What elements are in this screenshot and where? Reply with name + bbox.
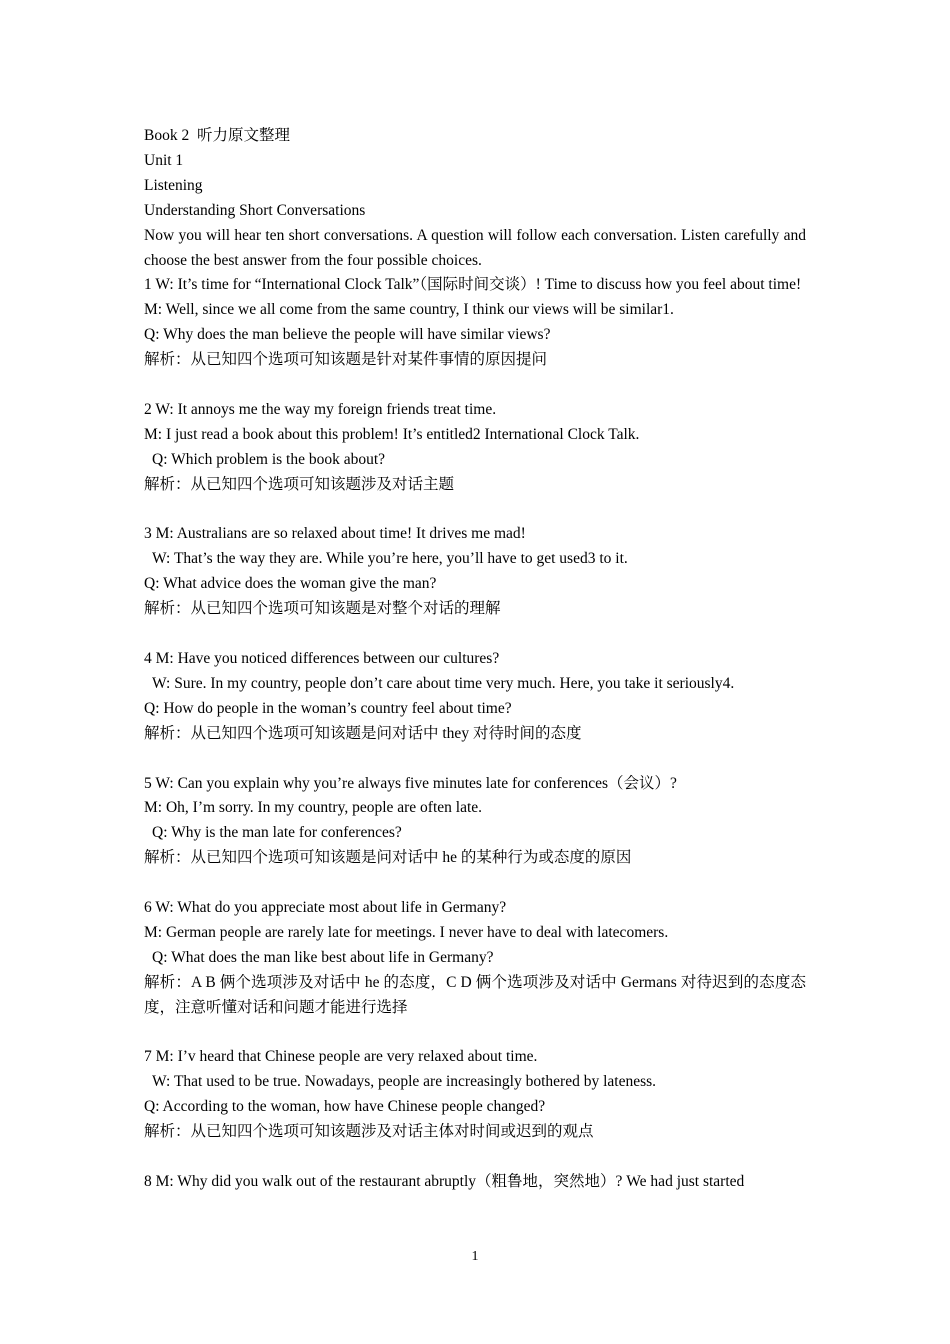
conversation-line: M: German people are rarely late for meetings. I never have to deal with latecomers. — [144, 923, 669, 941]
unit-heading: Unit 1 — [144, 151, 184, 169]
conversation-line: 5 W: Can you explain why you’re always five minutes late for conferences（会议）? — [144, 774, 677, 792]
document-page — [144, 124, 810, 1195]
section-heading: Listening — [144, 176, 203, 194]
conversation-line: 6 W: What do you appreciate most about life in Germany? — [144, 899, 507, 917]
conversation-4 — [144, 647, 806, 772]
conversation-line: M: Well, since we all come from the same country, I think our views will be similar1. — [144, 301, 674, 319]
analysis-line: 解析：从已知四个选项可知该题涉及对话主题 — [144, 475, 455, 493]
conversation-line: 4 M: Have you noticed differences between our cultures? — [144, 649, 500, 667]
analysis-line: 解析：从已知四个选项可知该题涉及对话主体对时间或迟到的观点 — [144, 1123, 594, 1141]
blank-line — [144, 1145, 806, 1170]
question-line: Q: How do people in the woman’s country feel about time? — [144, 699, 512, 717]
conversation-line: W: Sure. In my country, people don’t care about time very much. Here, you take it seriously4. — [152, 674, 735, 692]
question-line: Q: What does the man like best about life in Germany? — [152, 948, 494, 966]
analysis-line: 解析：从已知四个选项可知该题是对整个对话的理解 — [144, 600, 501, 618]
blank-line — [144, 498, 806, 523]
analysis-line: 解析：A B 俩个选项涉及对话中 he 的态度，C D 俩个选项涉及对话中 Germans 对待迟到的态度态度，注意听懂对话和问题才能进行选择 — [144, 973, 806, 1016]
analysis-line: 解析：从已知四个选项可知该题是问对话中 he 的某种行为或态度的原因 — [144, 849, 632, 867]
conversation-2 — [144, 398, 806, 523]
conversation-line: W: That’s the way they are. While you’re here, you’ll have to get used3 to it. — [152, 550, 628, 568]
question-line: Q: What advice does the woman give the man? — [144, 575, 437, 593]
question-line: Q: Why is the man late for conferences? — [152, 824, 402, 842]
conversation-5 — [144, 772, 806, 897]
conversation-line: 8 M: Why did you walk out of the restaurant abruptly（粗鲁地，突然地）? We had just started — [144, 1172, 745, 1190]
conversation-line: M: I just read a book about this problem! It’s entitled2 International Clock Talk. — [144, 425, 640, 443]
conversation-line: 2 W: It annoys me the way my foreign friends treat time. — [144, 400, 497, 418]
conversation-1 — [144, 273, 806, 398]
question-line: Q: Why does the man believe the people will have similar views? — [144, 326, 551, 344]
conversation-6 — [144, 896, 806, 1045]
instructions-paragraph: Now you will hear ten short conversations. A question will follow each conversation. Listen carefully and choose the best answer from the four possible choices. — [144, 226, 810, 269]
page-number: 1 — [471, 1249, 479, 1264]
document-title: Book 2 听力原文整理 — [144, 127, 290, 144]
question-line: Q: Which problem is the book about? — [152, 450, 386, 468]
blank-line — [144, 373, 806, 398]
analysis-line: 解析：从已知四个选项可知该题是问对话中 they 对待时间的态度 — [144, 724, 582, 742]
analysis-line: 解析：从已知四个选项可知该题是针对某件事情的原因提问 — [144, 351, 548, 369]
conversation-line: 3 M: Australians are so relaxed about time! It drives me mad! — [144, 525, 526, 543]
blank-line — [144, 622, 806, 647]
blank-line — [144, 871, 806, 896]
question-line: Q: According to the woman, how have Chinese people changed? — [144, 1098, 546, 1116]
conversation-8 — [144, 1170, 806, 1195]
conversation-line: W: That used to be true. Nowadays, people are increasingly bothered by lateness. — [152, 1073, 657, 1091]
subsection-heading: Understanding Short Conversations — [144, 201, 366, 219]
conversation-7 — [144, 1045, 806, 1170]
conversation-line: 7 M: I’v heard that Chinese people are very relaxed about time. — [144, 1048, 538, 1066]
conversation-line: M: Oh, I’m sorry. In my country, people are often late. — [144, 799, 483, 817]
blank-line — [144, 1021, 806, 1046]
blank-line — [144, 747, 806, 772]
conversation-line: 1 W: It’s time for “International Clock Talk”（国际时间交谈）! Time to discuss how you feel about time! — [144, 276, 802, 294]
conversation-3 — [144, 522, 806, 647]
